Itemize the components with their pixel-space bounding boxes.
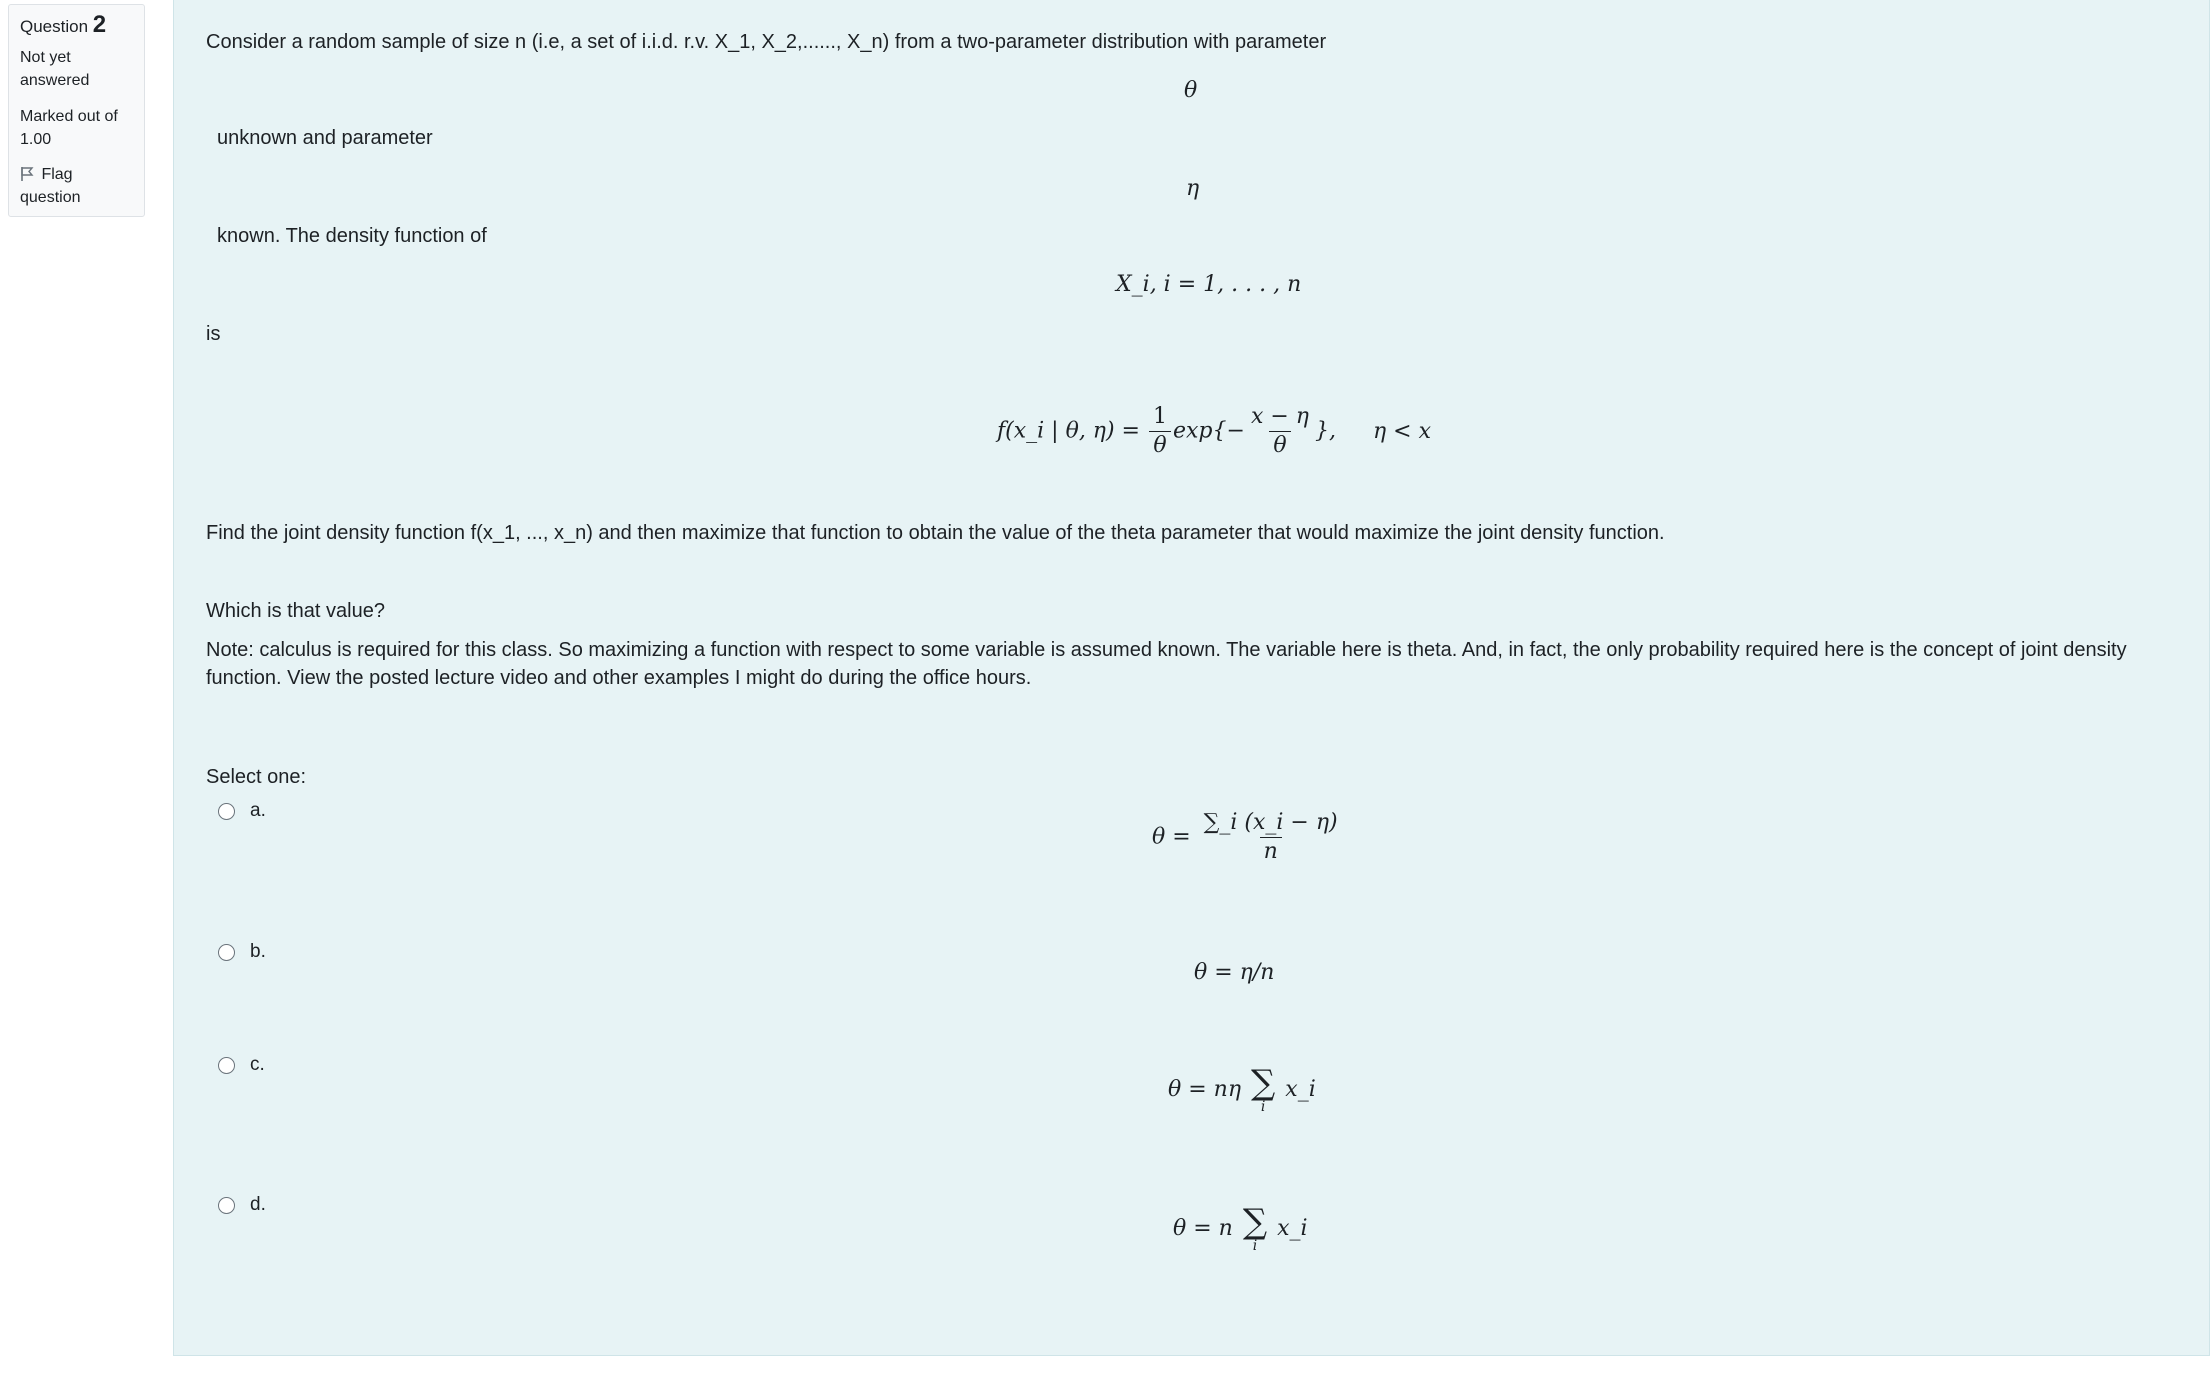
- eta-symbol: η: [1186, 176, 1200, 201]
- density-fraction: $\frac{1}{\theta}$: [1149, 406, 1171, 457]
- exponent-fraction: $\frac{x - \eta}{\theta}$: [1250, 404, 1309, 458]
- option-d-radio[interactable]: [218, 1197, 235, 1214]
- option-d[interactable]: d.: [218, 1190, 266, 1220]
- density-formula: f(x_i | θ, η) = $\frac{1}{\theta}$ exp{− $\frac{x - \eta}{\theta}$ }, η < x: [997, 404, 1431, 458]
- xi-range-expression: X_i, i = 1, . . . , n: [1116, 272, 1302, 297]
- sum-operator: ∑ i: [1251, 1063, 1276, 1115]
- unknown-text: unknown and parameter: [217, 127, 433, 149]
- flag-question-button[interactable]: Flag question: [20, 166, 81, 206]
- option-b-radio[interactable]: [218, 944, 235, 961]
- question-grade: Marked out of 1.00: [20, 108, 118, 148]
- option-c-formula: θ = nη ∑ i x_i: [1168, 1063, 1316, 1115]
- sum-operator: ∑ i: [1242, 1202, 1268, 1254]
- which-question: Which is that value?: [206, 600, 385, 622]
- option-a-radio[interactable]: [218, 803, 235, 820]
- known-text: known. The density function of: [217, 225, 487, 247]
- select-one-label: Select one:: [206, 766, 307, 788]
- option-a[interactable]: a.: [218, 796, 266, 826]
- question-intro: Consider a random sample of size n (i.e, a set of i.i.d. r.v. X_1, X_2,......, X_n) from a two-parameter distribution with parameter: [206, 31, 1327, 53]
- option-a-formula: θ = $\frac{\sum\_i (x\_i - \eta)}{n}$: [1152, 810, 1338, 864]
- option-b[interactable]: b.: [218, 937, 266, 967]
- option-c-radio[interactable]: [218, 1057, 235, 1074]
- flag-icon: [20, 166, 41, 183]
- theta-symbol: θ: [1184, 78, 1198, 103]
- option-b-formula: θ = η/n: [1194, 960, 1275, 985]
- option-d-formula: θ = n ∑ i x_i: [1173, 1202, 1308, 1254]
- is-text: is: [206, 323, 221, 345]
- question-content: [173, 0, 2210, 1356]
- option-c[interactable]: c.: [218, 1050, 265, 1080]
- question-info-panel: [8, 4, 145, 217]
- question-number: Question 2: [20, 11, 107, 38]
- note-text: Note: calculus is required for this class. So maximizing a function with respect to some variable is assumed known. The variable here is theta. And, in fact, the only probability required here is the concept of joint density function. View the posted lecture video and other examples I might do during the office hours.: [206, 639, 2127, 689]
- question-state: Not yet answered: [20, 49, 90, 89]
- find-instructions: Find the joint density function f(x_1, ..., x_n) and then maximize that function to obtain the value of the theta parameter that would maximize the joint density function.: [206, 522, 1665, 544]
